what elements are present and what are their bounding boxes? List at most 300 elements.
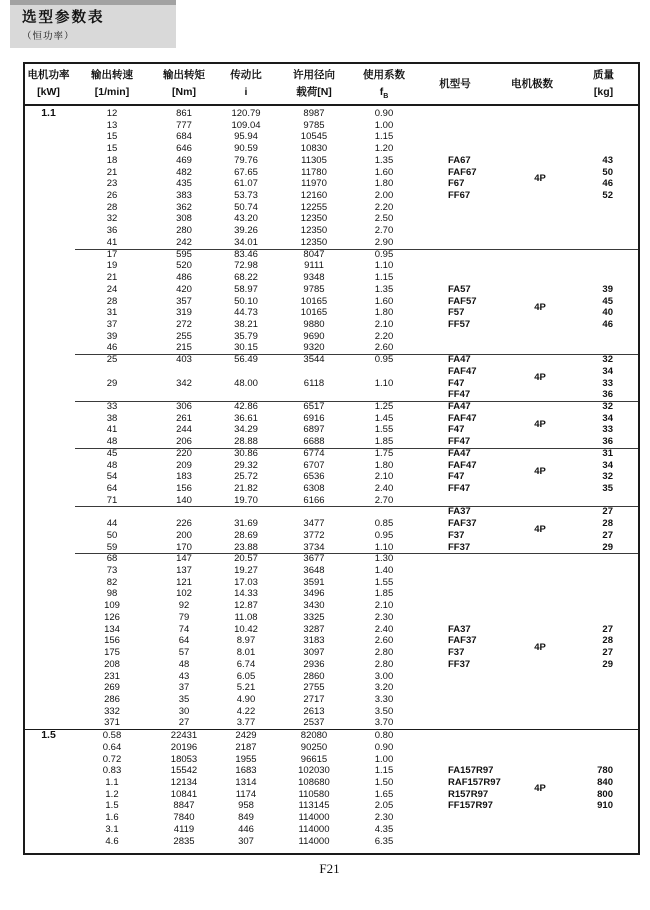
cell-load: 8047 — [303, 248, 325, 260]
table-row — [25, 213, 638, 225]
cell-speed: 231 — [104, 670, 120, 682]
table-row — [25, 108, 638, 120]
cell-torque: 383 — [176, 190, 192, 202]
cell-load: 9111 — [304, 260, 324, 272]
cell-weight: 800 — [597, 788, 613, 800]
table-row — [25, 202, 638, 214]
cell-torque: 4119 — [173, 823, 195, 835]
cell-fb: 2.70 — [374, 225, 394, 237]
cell-torque: 43 — [178, 670, 190, 682]
cell-torque: 7840 — [173, 812, 195, 824]
table-section — [25, 448, 638, 507]
cell-ratio: 21.82 — [234, 483, 258, 494]
cell-torque: 92 — [178, 600, 190, 612]
cell-load: 3544 — [303, 354, 325, 366]
cell-ratio: 120.79 — [231, 108, 261, 119]
cell-fb: 2.60 — [374, 342, 394, 354]
cell-speed: 46 — [106, 342, 118, 354]
cell-speed: 21 — [106, 166, 118, 178]
table-row — [25, 754, 638, 766]
cell-speed: 1.1 — [105, 776, 119, 788]
cell-torque: 357 — [176, 295, 192, 307]
cell-torque: 2835 — [173, 835, 195, 847]
table-row — [25, 717, 638, 729]
cell-fb: 1.80 — [374, 178, 394, 190]
cell-torque: 22431 — [170, 730, 198, 742]
cell-fb: 2.10 — [374, 471, 394, 483]
cell-load: 11305 — [301, 154, 327, 166]
column-header-motor-power: 电机功率 [kW] — [27, 69, 70, 98]
cell-model: RAF157R97 — [448, 776, 501, 788]
cell-poles: 4P — [534, 301, 546, 313]
table-row — [25, 272, 638, 284]
cell-speed: 0.64 — [102, 741, 122, 753]
cell-load: 2537 — [303, 717, 325, 729]
cell-load: 11780 — [301, 166, 327, 178]
cell-weight: 35 — [602, 483, 613, 494]
column-header-service-factor: 使用系数 $f_B$ — [363, 69, 405, 101]
cell-torque: 342 — [176, 377, 192, 389]
table-section — [25, 730, 638, 847]
cell-torque: 15542 — [170, 765, 198, 777]
cell-poles: 4P — [534, 783, 546, 795]
cell-speed: 3.1 — [105, 823, 119, 835]
cell-fb: 1.60 — [374, 295, 394, 307]
cell-torque: 79 — [178, 611, 190, 623]
cell-poles: 4P — [534, 465, 546, 477]
cell-load: 9320 — [303, 342, 325, 354]
cell-ratio: 28.69 — [234, 529, 258, 541]
cell-model: FA67 — [448, 154, 471, 166]
cell-load: 2755 — [303, 682, 325, 694]
table-row — [25, 577, 638, 589]
cell-fb: 3.20 — [374, 682, 394, 694]
cell-torque: 261 — [176, 412, 192, 424]
cell-speed: 82 — [106, 576, 118, 588]
cell-load: 12350 — [300, 225, 328, 237]
cell-load: 3430 — [303, 600, 325, 612]
cell-torque: 18053 — [170, 753, 198, 765]
cell-speed: 269 — [104, 682, 120, 694]
cell-fb: 3.00 — [374, 670, 394, 682]
cell-ratio: 90.59 — [234, 143, 258, 155]
title-box — [10, 5, 176, 48]
table-section — [25, 506, 638, 553]
cell-fb: 0.80 — [374, 730, 394, 742]
cell-ratio: 56.49 — [234, 354, 258, 366]
cell-load: 9785 — [303, 119, 325, 131]
cell-model: FAF47 — [448, 412, 477, 424]
cell-ratio: 1314 — [235, 776, 257, 788]
cell-ratio: 34.29 — [234, 424, 258, 436]
cell-ratio: 83.46 — [234, 248, 258, 260]
cell-speed: 332 — [104, 705, 120, 717]
cell-torque: 280 — [176, 225, 192, 237]
cell-fb: 0.95 — [374, 248, 394, 260]
cell-speed: 286 — [104, 693, 120, 705]
cell-torque: 12134 — [170, 776, 198, 788]
cell-fb: 1.55 — [374, 424, 394, 436]
cell-speed: 25 — [106, 354, 118, 366]
cell-torque: 306 — [176, 400, 192, 412]
cell-torque: 220 — [176, 447, 192, 459]
cell-ratio: 42.86 — [234, 400, 258, 412]
cell-torque: 200 — [176, 529, 192, 541]
cell-ratio: 17.03 — [234, 576, 258, 588]
cell-torque: 861 — [176, 108, 192, 119]
cell-speed: 54 — [106, 471, 118, 483]
cell-speed: 73 — [106, 565, 118, 577]
cell-ratio: 446 — [238, 823, 254, 835]
motor-power-cell: 1.5 — [41, 729, 56, 742]
cell-load: 3591 — [303, 576, 325, 588]
cell-speed: 175 — [104, 647, 120, 659]
cell-load: 10165 — [300, 307, 328, 319]
cell-model: R157R97 — [448, 788, 489, 800]
cell-model: FAF37 — [448, 635, 477, 647]
table-row — [25, 836, 638, 848]
cell-fb: 2.10 — [374, 318, 394, 330]
cell-model: FA47 — [448, 400, 471, 412]
column-header-mass: 质量 [kg] — [593, 69, 614, 98]
cell-weight: 40 — [602, 307, 613, 319]
table-row — [25, 682, 638, 694]
cell-load: 6517 — [303, 400, 325, 412]
cell-ratio: 25.72 — [234, 471, 258, 483]
cell-speed: 38 — [106, 412, 118, 424]
cell-fb: 2.40 — [374, 483, 394, 494]
cell-weight: 27 — [602, 506, 613, 518]
cell-speed: 19 — [106, 260, 118, 272]
cell-torque: 57 — [178, 647, 190, 659]
cell-torque: 403 — [176, 354, 192, 366]
table-row — [25, 812, 638, 824]
cell-torque: 10841 — [170, 788, 198, 800]
cell-model: F67 — [448, 178, 465, 190]
cell-ratio: 72.98 — [234, 260, 258, 272]
cell-fb: 3.70 — [374, 717, 394, 729]
cell-torque: 140 — [176, 494, 192, 506]
cell-fb: 2.20 — [374, 201, 394, 213]
table-row — [25, 225, 638, 237]
cell-fb: 3.30 — [374, 693, 394, 705]
cell-load: 3325 — [303, 611, 325, 623]
cell-fb: 1.75 — [374, 447, 394, 459]
cell-model: FA57 — [448, 283, 471, 295]
cell-speed: 24 — [106, 283, 118, 295]
cell-ratio: 4.22 — [236, 705, 256, 717]
cell-torque: 20196 — [170, 741, 198, 753]
cell-torque: 319 — [176, 307, 192, 319]
cell-torque: 215 — [176, 342, 192, 354]
cell-ratio: 79.76 — [234, 154, 258, 166]
cell-speed: 98 — [106, 588, 118, 600]
cell-ratio: 849 — [238, 812, 254, 824]
cell-fb: 2.90 — [374, 236, 394, 248]
cell-fb: 1.55 — [374, 576, 394, 588]
cell-ratio: 44.73 — [234, 307, 258, 319]
cell-load: 3097 — [303, 647, 325, 659]
cell-load: 12350 — [300, 213, 328, 225]
cell-model: F37 — [448, 529, 465, 541]
cell-model: F47 — [448, 471, 465, 483]
table-body — [25, 106, 638, 853]
cell-torque: 8847 — [173, 800, 195, 812]
cell-torque: 520 — [176, 260, 192, 272]
cell-fb: 2.50 — [374, 213, 394, 225]
cell-weight: 46 — [602, 318, 613, 330]
table-row — [25, 588, 638, 600]
cell-load: 6118 — [303, 377, 325, 389]
cell-load: 6166 — [303, 494, 325, 506]
cell-speed: 109 — [104, 600, 120, 612]
table-row — [25, 143, 638, 155]
cell-poles: 4P — [534, 641, 546, 653]
cell-fb: 2.70 — [374, 494, 394, 506]
cell-fb: 0.90 — [374, 108, 394, 119]
column-header-radial-load: 许用径向 载荷[N] — [293, 69, 335, 98]
cell-torque: 435 — [176, 178, 192, 190]
cell-fb: 1.60 — [374, 166, 394, 178]
table-row — [25, 824, 638, 836]
cell-torque: 595 — [176, 248, 192, 260]
selection-table — [23, 62, 640, 855]
cell-model: FAF47 — [448, 459, 477, 471]
cell-speed: 37 — [106, 318, 118, 330]
cell-speed: 59 — [106, 541, 118, 553]
cell-speed: 45 — [106, 447, 118, 459]
table-row — [25, 742, 638, 754]
cell-fb: 1.15 — [374, 272, 394, 284]
cell-speed: 68 — [106, 553, 118, 565]
cell-ratio: 6.05 — [236, 670, 256, 682]
cell-speed: 1.6 — [105, 812, 119, 824]
cell-torque: 272 — [176, 318, 192, 330]
cell-poles: 4P — [534, 418, 546, 430]
cell-torque: 64 — [178, 635, 190, 647]
cell-load: 114000 — [298, 823, 330, 835]
cell-ratio: 31.69 — [234, 518, 258, 530]
table-row — [25, 600, 638, 612]
cell-fb: 2.10 — [374, 600, 394, 612]
cell-ratio: 50.74 — [234, 201, 258, 213]
cell-load: 114000 — [298, 812, 330, 824]
cell-weight: 36 — [602, 389, 613, 401]
cell-torque: 156 — [176, 483, 192, 494]
cell-speed: 41 — [106, 424, 118, 436]
cell-model: FA157R97 — [448, 765, 494, 777]
cell-fb: 1.35 — [374, 283, 394, 295]
cell-model: FF47 — [448, 483, 471, 494]
cell-ratio: 109.04 — [231, 119, 261, 131]
cell-fb: 1.40 — [374, 565, 394, 577]
cell-load: 10830 — [300, 143, 328, 155]
cell-torque: 486 — [176, 272, 192, 284]
table-header — [25, 64, 638, 106]
cell-torque: 482 — [176, 166, 192, 178]
cell-model: FAF47 — [448, 365, 477, 377]
table-row — [25, 249, 638, 261]
cell-ratio: 10.42 — [234, 623, 258, 635]
cell-weight: 32 — [602, 400, 613, 412]
cell-model: FAF67 — [448, 166, 477, 178]
cell-fb: 1.20 — [374, 143, 394, 155]
cell-ratio: 58.97 — [234, 283, 258, 295]
cell-weight: 27 — [602, 623, 613, 635]
cell-fb: 1.30 — [374, 553, 394, 565]
cell-load: 3648 — [303, 565, 325, 577]
cell-ratio: 8.01 — [236, 647, 256, 659]
cell-fb: 0.90 — [374, 741, 394, 753]
table-row — [25, 495, 638, 507]
table-row — [25, 565, 638, 577]
cell-load: 114000 — [298, 835, 330, 847]
cell-fb: 2.60 — [374, 635, 394, 647]
table-row — [25, 694, 638, 706]
cell-weight: 32 — [602, 354, 613, 366]
cell-torque: 308 — [176, 213, 192, 225]
cell-ratio: 43.20 — [234, 213, 258, 225]
cell-speed: 29 — [106, 377, 118, 389]
cell-speed: 71 — [106, 494, 118, 506]
power-group — [25, 108, 638, 729]
cell-speed: 23 — [106, 178, 118, 190]
table-row — [25, 120, 638, 132]
cell-speed: 0.83 — [102, 765, 122, 777]
cell-fb: 1.80 — [374, 307, 394, 319]
cell-fb: 1.15 — [374, 131, 394, 143]
cell-weight: 33 — [602, 377, 613, 389]
cell-load: 9880 — [303, 318, 325, 330]
cell-speed: 31 — [106, 307, 118, 319]
column-header-output-torque: 输出转矩 [Nm] — [163, 69, 205, 98]
cell-load: 96615 — [300, 753, 328, 765]
cell-torque: 170 — [176, 541, 192, 553]
cell-ratio: 958 — [238, 800, 254, 812]
column-header-poles: 电机极数 — [511, 77, 553, 90]
table-row — [25, 706, 638, 718]
cell-ratio: 53.73 — [234, 190, 258, 202]
cell-speed: 15 — [106, 143, 118, 155]
cell-ratio: 6.74 — [236, 658, 256, 670]
cell-fb: 1.10 — [374, 541, 394, 553]
cell-ratio: 2187 — [235, 741, 257, 753]
table-section — [25, 354, 638, 401]
cell-weight: 46 — [602, 178, 613, 190]
power-group — [25, 729, 638, 847]
cell-ratio: 23.88 — [234, 541, 258, 553]
cell-ratio: 3.77 — [236, 717, 256, 729]
cell-model: FA37 — [448, 506, 471, 518]
cell-ratio: 38.21 — [234, 318, 258, 330]
cell-ratio: 68.22 — [234, 272, 258, 284]
cell-fb: 1.85 — [374, 436, 394, 448]
cell-fb: 2.05 — [374, 800, 394, 812]
cell-ratio: 30.86 — [234, 447, 258, 459]
cell-speed: 208 — [104, 658, 120, 670]
cell-ratio: 2429 — [235, 730, 257, 742]
cell-fb: 1.50 — [374, 776, 394, 788]
cell-ratio: 5.21 — [236, 682, 256, 694]
table-row — [25, 612, 638, 624]
cell-ratio: 14.33 — [234, 588, 258, 600]
cell-torque: 74 — [178, 623, 190, 635]
cell-weight: 34 — [602, 412, 613, 424]
table-row — [25, 671, 638, 683]
cell-torque: 226 — [176, 518, 192, 530]
cell-model: FF67 — [448, 190, 471, 202]
cell-speed: 371 — [104, 717, 120, 729]
cell-weight: 29 — [602, 658, 613, 670]
column-header-model: 机型号 — [439, 77, 471, 90]
cell-model: FAF57 — [448, 295, 477, 307]
cell-ratio: 4.90 — [236, 693, 256, 705]
cell-fb: 1.85 — [374, 588, 394, 600]
cell-load: 3287 — [303, 623, 325, 635]
cell-load: 2860 — [303, 670, 325, 682]
cell-ratio: 1955 — [235, 753, 257, 765]
table-row — [25, 131, 638, 143]
cell-torque: 147 — [176, 553, 192, 565]
cell-torque: 244 — [176, 424, 192, 436]
cell-weight: 50 — [602, 166, 613, 178]
cell-ratio: 67.65 — [234, 166, 258, 178]
cell-torque: 646 — [176, 143, 192, 155]
cell-ratio: 61.07 — [234, 178, 258, 190]
cell-load: 10545 — [300, 131, 328, 143]
cell-fb: 2.40 — [374, 623, 394, 635]
cell-fb: 3.50 — [374, 705, 394, 717]
cell-fb: 1.65 — [374, 788, 394, 800]
cell-torque: 183 — [176, 471, 192, 483]
cell-speed: 0.72 — [102, 753, 122, 765]
cell-fb: 4.35 — [374, 823, 394, 835]
cell-torque: 137 — [176, 565, 192, 577]
table-row — [25, 237, 638, 249]
cell-load: 82080 — [300, 730, 328, 742]
cell-torque: 684 — [176, 131, 192, 143]
cell-ratio: 34.01 — [234, 236, 258, 248]
cell-speed: 36 — [106, 225, 118, 237]
table-row — [25, 331, 638, 343]
cell-speed: 28 — [106, 201, 118, 213]
cell-model: FF57 — [448, 318, 471, 330]
cell-torque: 48 — [178, 658, 190, 670]
cell-speed: 39 — [106, 330, 118, 342]
cell-speed: 1.5 — [105, 800, 119, 812]
table-section — [25, 553, 638, 729]
cell-load: 102030 — [298, 765, 330, 777]
table-row — [25, 730, 638, 742]
cell-torque: 420 — [176, 283, 192, 295]
page-subtitle: （恒功率） — [22, 31, 75, 42]
cell-model: FF47 — [448, 436, 471, 448]
cell-fb: 0.95 — [374, 354, 394, 366]
cell-ratio: 11.08 — [234, 611, 258, 623]
cell-torque: 37 — [178, 682, 190, 694]
cell-ratio: 29.32 — [234, 459, 258, 471]
cell-ratio: 95.94 — [234, 131, 258, 143]
cell-poles: 4P — [534, 524, 546, 536]
cell-torque: 206 — [176, 436, 192, 448]
column-header-output-speed: 输出转速 [1/min] — [91, 69, 133, 98]
cell-ratio: 36.61 — [234, 412, 258, 424]
cell-speed: 48 — [106, 436, 118, 448]
cell-model: FAF37 — [448, 518, 477, 530]
cell-torque: 102 — [176, 588, 192, 600]
cell-ratio: 50.10 — [234, 295, 258, 307]
cell-model: FF37 — [448, 658, 471, 670]
